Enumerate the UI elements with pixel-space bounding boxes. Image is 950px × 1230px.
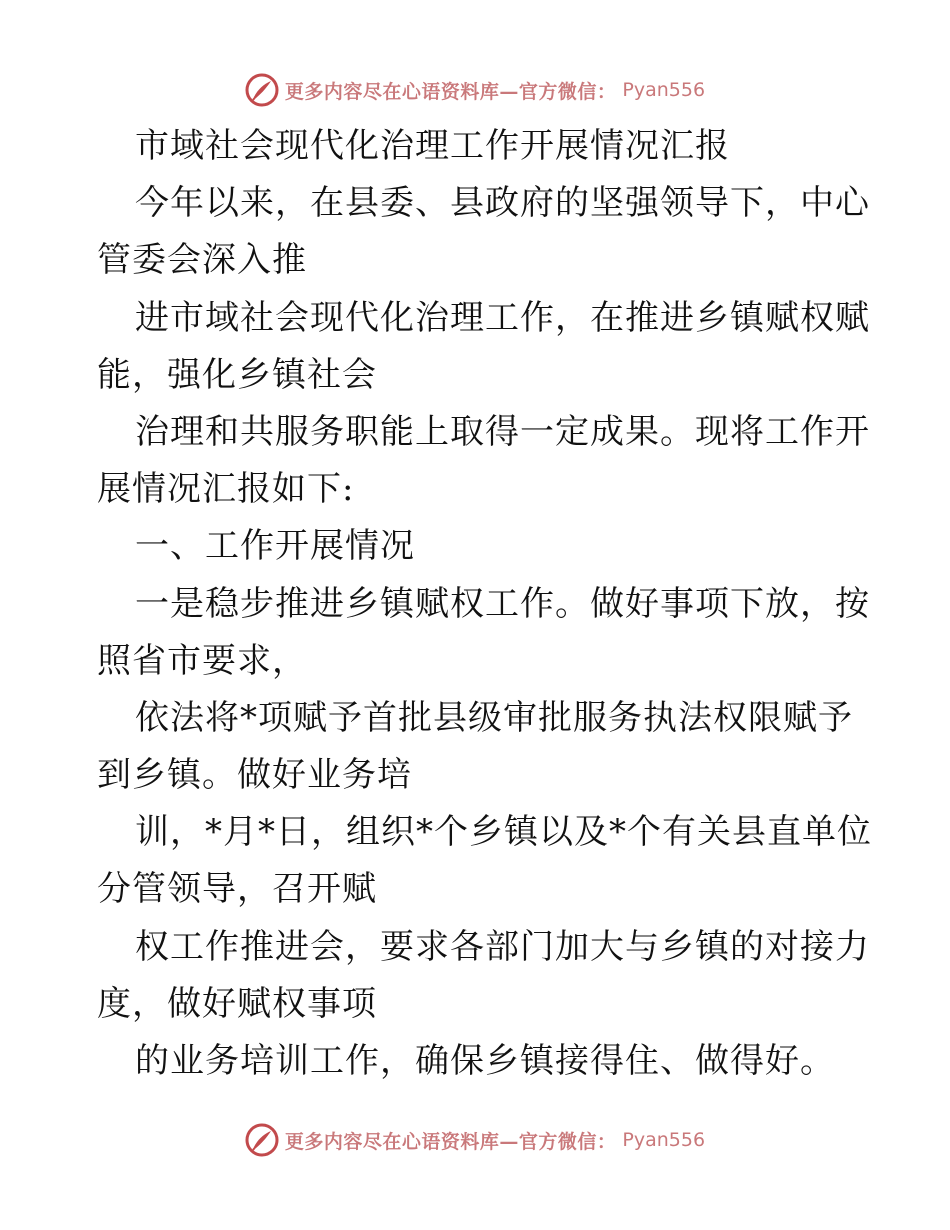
paragraph-line: 的业务培训工作，确保乡镇接得住、做得好。 [135, 1041, 835, 1081]
footer-watermark [0, 1120, 950, 1160]
paragraph-line: 一是稳步推进乡镇赋权工作。做好事项下放，按 [135, 583, 870, 624]
paragraph-line: 照省市要求， [97, 640, 307, 681]
paragraph-line: 展情况汇报如下: [97, 469, 355, 510]
quill-logo-icon [245, 1123, 279, 1157]
paragraph-line: 进市域社会现代化治理工作，在推进乡镇赋权赋 [135, 297, 870, 338]
watermark-text: 更多内容尽在心语资料库—官方微信： [284, 80, 617, 103]
paragraph-line: 能，强化乡镇社会 [97, 354, 377, 395]
paragraph-line: 分管领导，召开赋 [97, 869, 377, 910]
watermark-text: 更多内容尽在心语资料库—官方微信： [284, 1130, 617, 1153]
header-watermark [0, 70, 950, 110]
document-title: 市域社会现代化治理工作开展情况汇报 [135, 126, 730, 166]
paragraph-line: 训，*月*日，组织*个乡镇以及*个有关县直单位 [135, 812, 872, 853]
quill-logo-icon [245, 73, 279, 107]
paragraph-line: 管委会深入推 [97, 240, 307, 281]
watermark-handle: Pyan556 [622, 79, 706, 101]
watermark-handle: Pyan556 [622, 1129, 706, 1151]
paragraph-line: 到乡镇。做好业务培 [97, 755, 412, 796]
paragraph-line: 治理和共服务职能上取得一定成果。现将工作开 [135, 411, 870, 452]
paragraph-line: 度，做好赋权事项 [97, 983, 377, 1024]
document-body [97, 118, 872, 1090]
paragraph-line: 今年以来，在县委、县政府的坚强领导下，中心 [135, 183, 870, 224]
section-heading: 一、工作开展情况 [135, 526, 415, 567]
paragraph-line: 权工作推进会，要求各部门加大与乡镇的对接力 [135, 926, 870, 967]
paragraph-line: 依法将*项赋予首批县级审批服务执法权限赋予 [135, 697, 853, 738]
